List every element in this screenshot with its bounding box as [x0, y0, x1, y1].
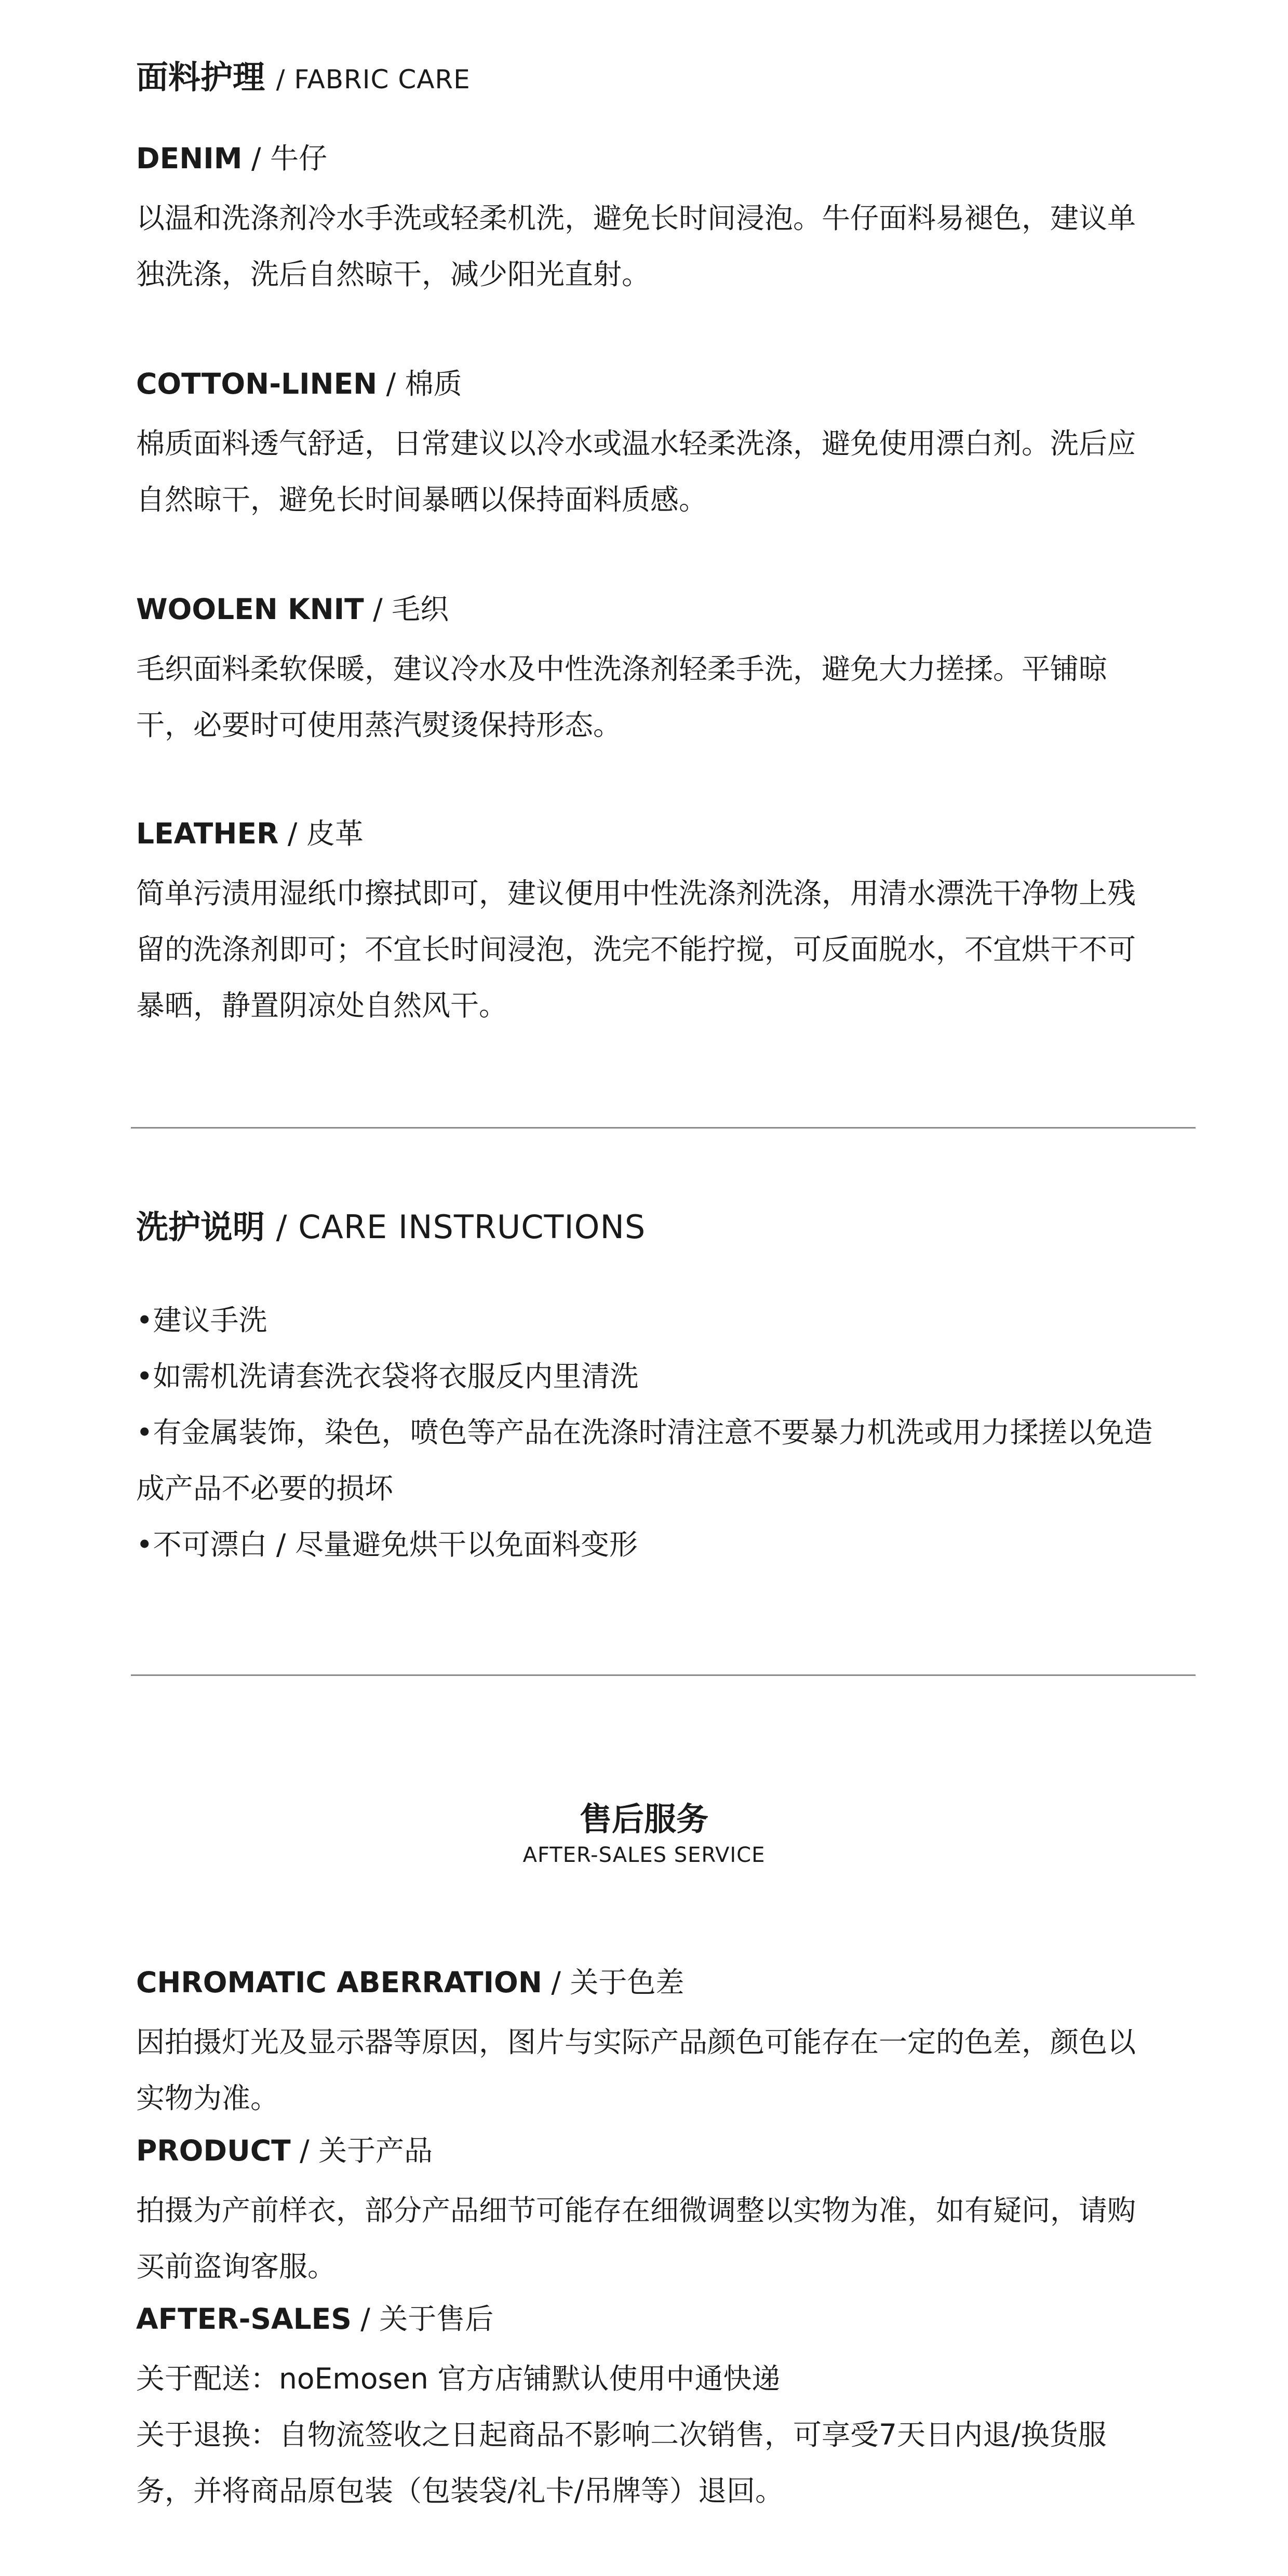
- care-instructions-section: [136, 1208, 1196, 1246]
- fabric-item-name-zh: / 毛织: [373, 593, 449, 626]
- paragraph-line: 简单污渍用湿纸巾擦拭即可，建议便用中性洗涤剂洗涤，用清水漂洗干净物上残: [136, 877, 1136, 910]
- paragraph-line: 关于配送：noEmosen 官方店铺默认使用中通快递: [136, 2362, 781, 2395]
- fabric-item-denim-text: [136, 190, 1196, 302]
- fabric-item-denim: [136, 141, 1196, 176]
- after-sales-item-heading: [136, 2302, 1196, 2336]
- after-sales-item-name-zh: / 关于色差: [551, 1966, 685, 1999]
- fabric-item-heading: [136, 141, 1196, 176]
- fabric-care-title: [136, 58, 1196, 97]
- care-instructions-title-zh: 洗护说明: [136, 1208, 265, 1246]
- fabric-item-name-en: WOOLEN KNIT: [136, 593, 364, 626]
- paragraph-line: 干，必要时可使用蒸汽熨烫保持形态。: [136, 708, 622, 742]
- paragraph-line: 实物为准。: [136, 2082, 279, 2115]
- paragraph-line: 以温和洗涤剂冷水手洗或轻柔机洗，避免长时间浸泡。牛仔面料易褪色，建议单: [136, 202, 1136, 235]
- care-instructions-list: [136, 1292, 1196, 1573]
- after-sales-item-name-zh: / 关于产品: [300, 2134, 433, 2167]
- after-sales-item-after-sales-text: [136, 2351, 1196, 2519]
- fabric-item-name-en: COTTON-LINEN: [136, 367, 378, 400]
- paragraph-line: 拍摄为产前样衣，部分产品细节可能存在细微调整以实物为准，如有疑问，请购: [136, 2194, 1136, 2227]
- fabric-care-title-en: / FABRIC CARE: [276, 64, 471, 95]
- care-instruction-line: •建议手洗: [136, 1304, 267, 1337]
- paragraph-line: 自然晾干，避免长时间暴晒以保持面料质感。: [136, 483, 708, 516]
- after-sales-title-zh: 售后服务: [579, 1800, 708, 1838]
- paragraph-line: 独洗涤，洗后自然晾干，减少阳光直射。: [136, 258, 651, 291]
- care-instruction-line: •如需机洗请套洗衣袋将衣服反内里清洗: [136, 1360, 639, 1393]
- section-divider: [131, 1127, 1196, 1129]
- fabric-item-name-zh: / 皮革: [287, 817, 364, 850]
- care-instruction-line: •不可漂白 / 尽量避免烘干以免面料变形: [136, 1528, 638, 1561]
- fabric-item-cotton-linen: [136, 367, 1196, 401]
- after-sales-item-name-zh: / 关于售后: [360, 2302, 494, 2336]
- after-sales-item-chromatic: [136, 1965, 1196, 2000]
- fabric-item-woolen-knit: [136, 592, 1196, 626]
- fabric-item-leather: [136, 816, 1196, 851]
- paragraph-line: 棉质面料透气舒适，日常建议以冷水或温水轻柔洗涤，避免使用漂白剂。洗后应: [136, 427, 1136, 460]
- after-sales-item-after-sales: [136, 2302, 1196, 2336]
- care-instructions-title-en: / CARE INSTRUCTIONS: [276, 1208, 646, 1246]
- after-sales-item-name-en: PRODUCT: [136, 2134, 291, 2167]
- after-sales-item-heading: [136, 2134, 1196, 2168]
- paragraph-line: 因拍摄灯光及显示器等原因，图片与实际产品颜色可能存在一定的色差，颜色以: [136, 2025, 1136, 2059]
- paragraph-line: 留的洗涤剂即可；不宜长时间浸泡，洗完不能拧搅，可反面脱水，不宜烘干不可: [136, 933, 1136, 966]
- fabric-care-title-zh: 面料护理: [136, 58, 265, 96]
- paragraph-line: 务，并将商品原包装（包装袋/礼卡/吊牌等）退回。: [136, 2474, 784, 2507]
- care-instructions-title: [136, 1208, 1196, 1246]
- fabric-item-name-zh: / 牛仔: [251, 142, 327, 175]
- after-sales-item-name-en: CHROMATIC ABERRATION: [136, 1966, 542, 1999]
- after-sales-title-en: AFTER-SALES SERVICE: [522, 1843, 766, 1868]
- after-sales-item-chromatic-text: [136, 2014, 1196, 2126]
- after-sales-title: [0, 1800, 1288, 1868]
- fabric-item-heading: [136, 592, 1196, 626]
- paragraph-line: 买前盗询客服。: [136, 2250, 337, 2283]
- fabric-item-name-zh: / 棉质: [386, 367, 462, 400]
- care-instruction-line: •有金属装饰，染色，喷色等产品在洗涤时清注意不要暴力机洗或用力揉搓以免造: [136, 1416, 1153, 1449]
- fabric-item-cotton-linen-text: [136, 415, 1196, 528]
- after-sales-item-name-en: AFTER-SALES: [136, 2302, 352, 2336]
- fabric-item-heading: [136, 816, 1196, 851]
- after-sales-item-product: [136, 2134, 1196, 2168]
- care-instruction-line: 成产品不必要的损坏: [136, 1472, 394, 1505]
- fabric-care-section: [136, 58, 1196, 97]
- after-sales-item-heading: [136, 1965, 1196, 2000]
- fabric-item-woolen-knit-text: [136, 641, 1196, 753]
- paragraph-line: 毛织面料柔软保暖，建议冷水及中性洗涤剂轻柔手洗，避免大力搓揉。平铺晾: [136, 652, 1108, 686]
- fabric-item-name-en: LEATHER: [136, 817, 279, 850]
- fabric-item-heading: [136, 367, 1196, 401]
- after-sales-item-product-text: [136, 2182, 1196, 2295]
- fabric-item-name-en: DENIM: [136, 142, 243, 175]
- fabric-item-leather-text: [136, 865, 1196, 1034]
- paragraph-line: 暴晒，静置阴凉处自然风干。: [136, 989, 508, 1022]
- paragraph-line: 关于退换：自物流签收之日起商品不影响二次销售，可享受7天日内退/换货服: [136, 2418, 1107, 2451]
- section-divider: [131, 1674, 1196, 1676]
